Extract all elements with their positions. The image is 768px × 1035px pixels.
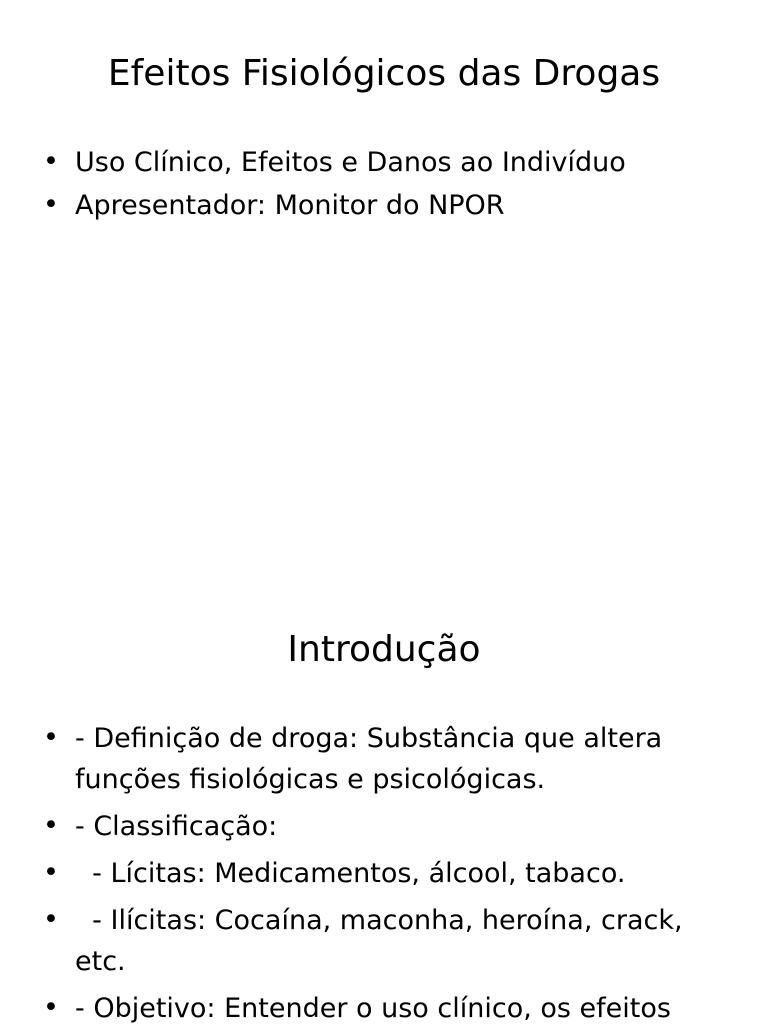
bullet-item (0, 806, 695, 847)
bullet-list (0, 142, 695, 228)
bullet-icon: • (43, 992, 59, 1023)
bullet-icon: • (43, 857, 59, 888)
slide-2 (0, 576, 768, 1024)
bullet-list (0, 718, 695, 1035)
bullet-item (0, 853, 695, 894)
bullet-text: - Definição de droga: Substância que altera funções fisiológicas e psicológicas. (75, 723, 663, 795)
bullet-text: - Classificação: (75, 811, 278, 842)
bullet-text: - Lícitas: Medicamentos, álcool, tabaco. (75, 858, 626, 889)
bullet-item (0, 185, 695, 226)
bullet-text: Apresentador: Monitor do NPOR (75, 190, 505, 221)
bullet-icon: • (43, 189, 59, 220)
bullet-icon: • (43, 904, 59, 935)
bullet-item (0, 900, 695, 982)
bullet-icon: • (43, 810, 59, 841)
bullet-text: - Ilícitas: Cocaína, maconha, heroína, crack, etc. (75, 905, 692, 977)
bullet-icon: • (43, 146, 59, 177)
bullet-item (0, 718, 695, 800)
bullet-icon: • (43, 722, 59, 753)
bullet-text: - Objetivo: Entender o uso clínico, os efeitos (75, 993, 671, 1024)
bullet-item (0, 988, 695, 1029)
slide-title: Introdução (287, 629, 481, 670)
bullet-item (0, 142, 695, 183)
slide-title: Efeitos Fisiológicos das Drogas (107, 53, 661, 94)
bullet-text: Uso Clínico, Efeitos e Danos ao Indivíduo (75, 147, 626, 178)
